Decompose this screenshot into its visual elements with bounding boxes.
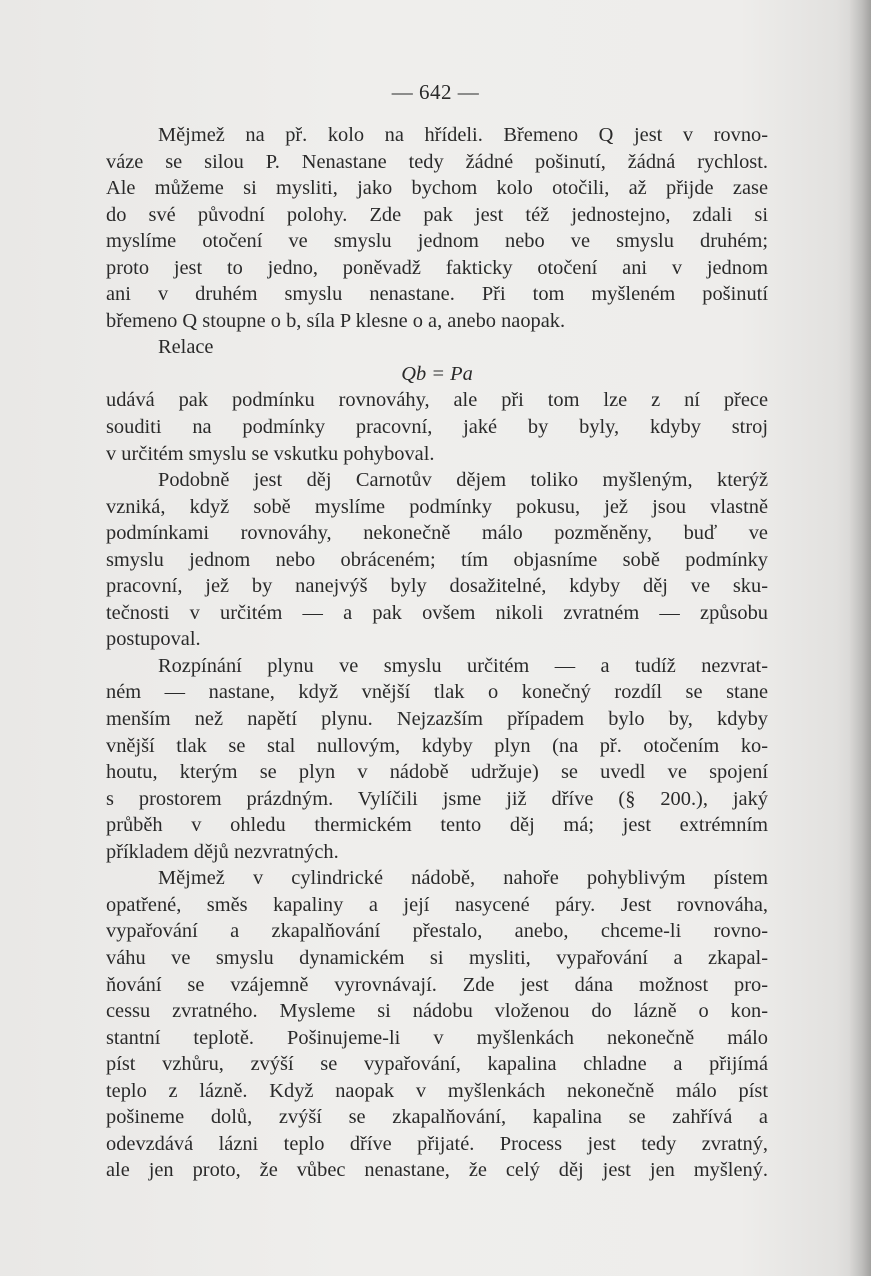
text-line: v určitém smyslu se vskutku pohyboval. [106, 442, 435, 465]
text-line: ňování se vzájemně vyrovnávají. Zde jest dána možnost pro- [106, 973, 768, 996]
text-line: tečnosti v určitém — a pak ovšem nikoli zvratném — způsobu [106, 601, 768, 624]
text-line: Mějmež v cylindrické nádobě, nahoře pohyblivým pístem [158, 867, 768, 890]
text-line: proto jest to jedno, poněvadž fakticky otočení ani v jednom [106, 256, 768, 279]
text-line: vzniká, když sobě myslíme podmínky pokusu, jež jsou vlastně [106, 495, 768, 518]
text-line: váze se silou P. Nenastane tedy žádné pošinutí, žádná rychlost. [106, 150, 768, 173]
text-line: s prostorem prázdným. Vylíčili jsme již dříve (§ 200.), jaký [106, 787, 768, 810]
text-line: průběh v ohledu thermickém tento děj má; jest extrémním [106, 814, 768, 837]
text-line: houtu, kterým se plyn v nádobě udržuje) se uvedl ve spojení [106, 761, 768, 784]
text-line: vypařování a zkapalňování přestalo, anebo, chceme-li rovno- [106, 920, 768, 943]
text-line: ani v druhém smyslu nenastane. Při tom myšleném pošinutí [106, 283, 768, 306]
text-line: stantní teplotě. Pošinujeme-li v myšlenkách nekonečně málo [106, 1026, 768, 1049]
text-line: Podobně jest děj Carnotův dějem toliko myšleným, kterýž [158, 469, 768, 492]
text-line: teplo z lázně. Když naopak v myšlenkách nekonečně málo píst [106, 1079, 768, 1102]
text-line: ném — nastane, když vnější tlak o konečný rozdíl se stane [106, 681, 768, 704]
text-line: pracovní, jež by nanejvýš byly dosažitelné, kdyby děj ve sku- [106, 575, 768, 598]
text-line: vnější tlak se stal nullovým, kdyby plyn (na př. otočením ko- [106, 734, 768, 757]
text-line: opatřené, směs kapaliny a její nasycené páry. Jest rovnováha, [106, 893, 768, 916]
text-line: váhu ve smyslu dynamickém si mysliti, vypařování a zkapal- [106, 946, 768, 969]
text-line: do své původní polohy. Zde pak jest též jednostejno, zdali si [106, 203, 768, 226]
text-line: pošineme dolů, zvýší se zkapalňování, kapalina se zahřívá a [106, 1106, 768, 1129]
equation: Qb = Pa [401, 362, 473, 385]
text-line: Ale můžeme si mysliti, jako bychom kolo otočili, až přijde zase [106, 177, 768, 200]
text-line: odevzdává lázni teplo dříve přijaté. Process jest tedy zvratný, [106, 1132, 768, 1155]
page-spine-shadow [849, 0, 871, 1276]
text-line: Relace [158, 336, 214, 359]
body-text [106, 122, 768, 1184]
text-line: smyslu jednom nebo obráceném; tím objasníme sobě podmínky [106, 548, 768, 571]
text-line: postupoval. [106, 628, 201, 651]
text-line: myslíme otočení ve smyslu jednom nebo ve smyslu druhém; [106, 230, 768, 253]
text-line: souditi na podmínky pracovní, jaké by byly, kdyby stroj [106, 416, 768, 439]
text-line: ale jen proto, že vůbec nenastane, že celý děj jest jen myšlený. [106, 1159, 768, 1182]
text-line: menším než napětí plynu. Nejzazším případem bylo by, kdyby [106, 708, 768, 731]
text-line: Mějmež na př. kolo na hřídeli. Břemeno Q jest v rovno- [158, 124, 768, 146]
page-number: — 642 — [391, 80, 480, 104]
text-line: příkladem dějů nezvratných. [106, 840, 339, 863]
text-line: břemeno Q stoupne o b, síla P klesne o a, anebo naopak. [106, 309, 566, 332]
text-line: Rozpínání plynu ve smyslu určitém — a tudíž nezvrat- [158, 654, 768, 677]
text-line: udává pak podmínku rovnováhy, ale při tom lze z ní přece [106, 389, 768, 412]
text-line: cessu zvratného. Mysleme si nádobu vloženou do lázně o kon- [106, 1000, 768, 1023]
text-line: podmínkami rovnováhy, nekonečně málo pozměněny, buď ve [106, 522, 768, 545]
text-line: píst vzhůru, zvýší se vypařování, kapalina chladne a přijímá [106, 1053, 768, 1076]
